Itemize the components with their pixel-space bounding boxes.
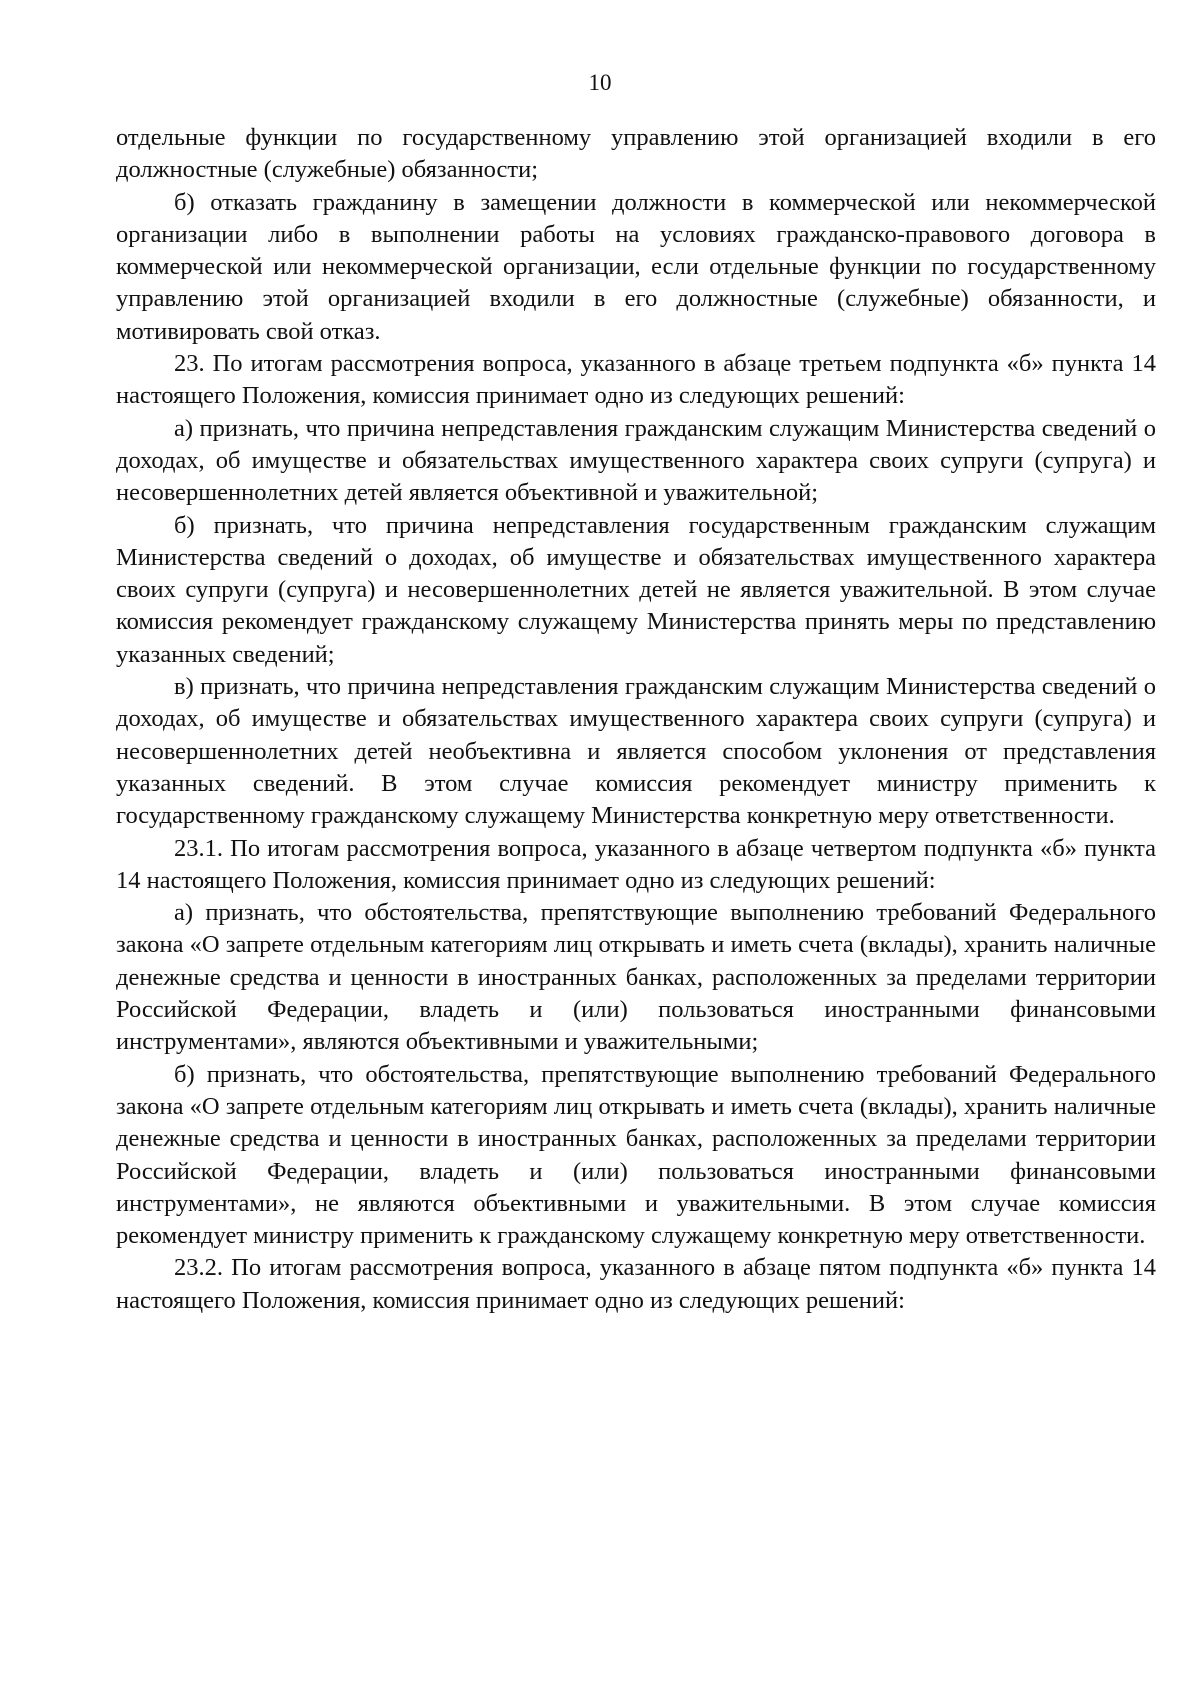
paragraph-section-23-1: 23.1. По итогам рассмотрения вопроса, указанного в абзаце четвертом подпункта «б» пункта 14 настоящего Положения, комиссия принимает одно из следующих решений: [116, 834, 1156, 894]
paragraph-23-item-v: в) признать, что причина непредставления гражданским служащим Министерства сведений о доходах, об имуществе и обязательствах имущественного характера своих супруги (супруга) и несовершеннолетних детей необъективна и является способом уклонения от представления указанных сведений. В этом случае комиссия рекомендует министру применить к государственному гражданскому служащему Министерства конкретную меру ответственности. [116, 673, 1156, 830]
paragraph-23-item-b: б) признать, что причина непредставления государственным гражданским служащим Министерства сведений о доходах, об имуществе и обязательствах имущественного характера своих супруги (супруга) и несовершеннолетних детей не является уважительной. В этом случае комиссия рекомендует гражданскому служащему Министерства принять меры по представлению указанных сведений; [116, 511, 1156, 668]
paragraph-section-23: 23. По итогам рассмотрения вопроса, указанного в абзаце третьем подпункта «б» пункта 14 настоящего Положения, комиссия принимает одно из следующих решений: [116, 350, 1156, 410]
paragraph-section-23-2: 23.2. По итогам рассмотрения вопроса, указанного в абзаце пятом подпункта «б» пункта 14 настоящего Положения, комиссия принимает одно из следующих решений: [116, 1254, 1156, 1314]
paragraph-23-item-a: а) признать, что причина непредставления гражданским служащим Министерства сведений о доходах, об имуществе и обязательствах имущественного характера своих супруги (супруга) и несовершеннолетних детей является объективной и уважительной; [116, 414, 1156, 507]
page-number: 10 [588, 70, 612, 95]
paragraph-item-b-refuse: б) отказать гражданину в замещении должности в коммерческой или некоммерческой организации либо в выполнении работы на условиях гражданско-правового договора в коммерческой или некоммерческой организации, если отдельные функции по государственному управлению этой организацией входили в его должностные (служебные) обязанности, и мотивировать свой отказ. [116, 188, 1156, 345]
paragraph-continuation: отдельные функции по государственному управлению этой организацией входили в его должностные (служебные) обязанности; [116, 124, 1156, 184]
document-body [116, 122, 1156, 1317]
paragraph-23-1-item-b: б) признать, что обстоятельства, препятствующие выполнению требований Федерального закона «О запрете отдельным категориям лиц открывать и иметь счета (вклады), хранить наличные денежные средства и ценности в иностранных банках, расположенных за пределами территории Российской Федерации, владеть и (или) пользоваться иностранными финансовыми инструментами», не являются объективными и уважительными. В этом случае комиссия рекомендует министру применить к гражданскому служащему конкретную меру ответственности. [116, 1060, 1156, 1250]
paragraph-23-1-item-a: а) признать, что обстоятельства, препятствующие выполнению требований Федерального закона «О запрете отдельным категориям лиц открывать и иметь счета (вклады), хранить наличные денежные средства и ценности в иностранных банках, расположенных за пределами территории Российской Федерации, владеть и (или) пользоваться иностранными финансовыми инструментами», являются объективными и уважительными; [116, 899, 1156, 1056]
